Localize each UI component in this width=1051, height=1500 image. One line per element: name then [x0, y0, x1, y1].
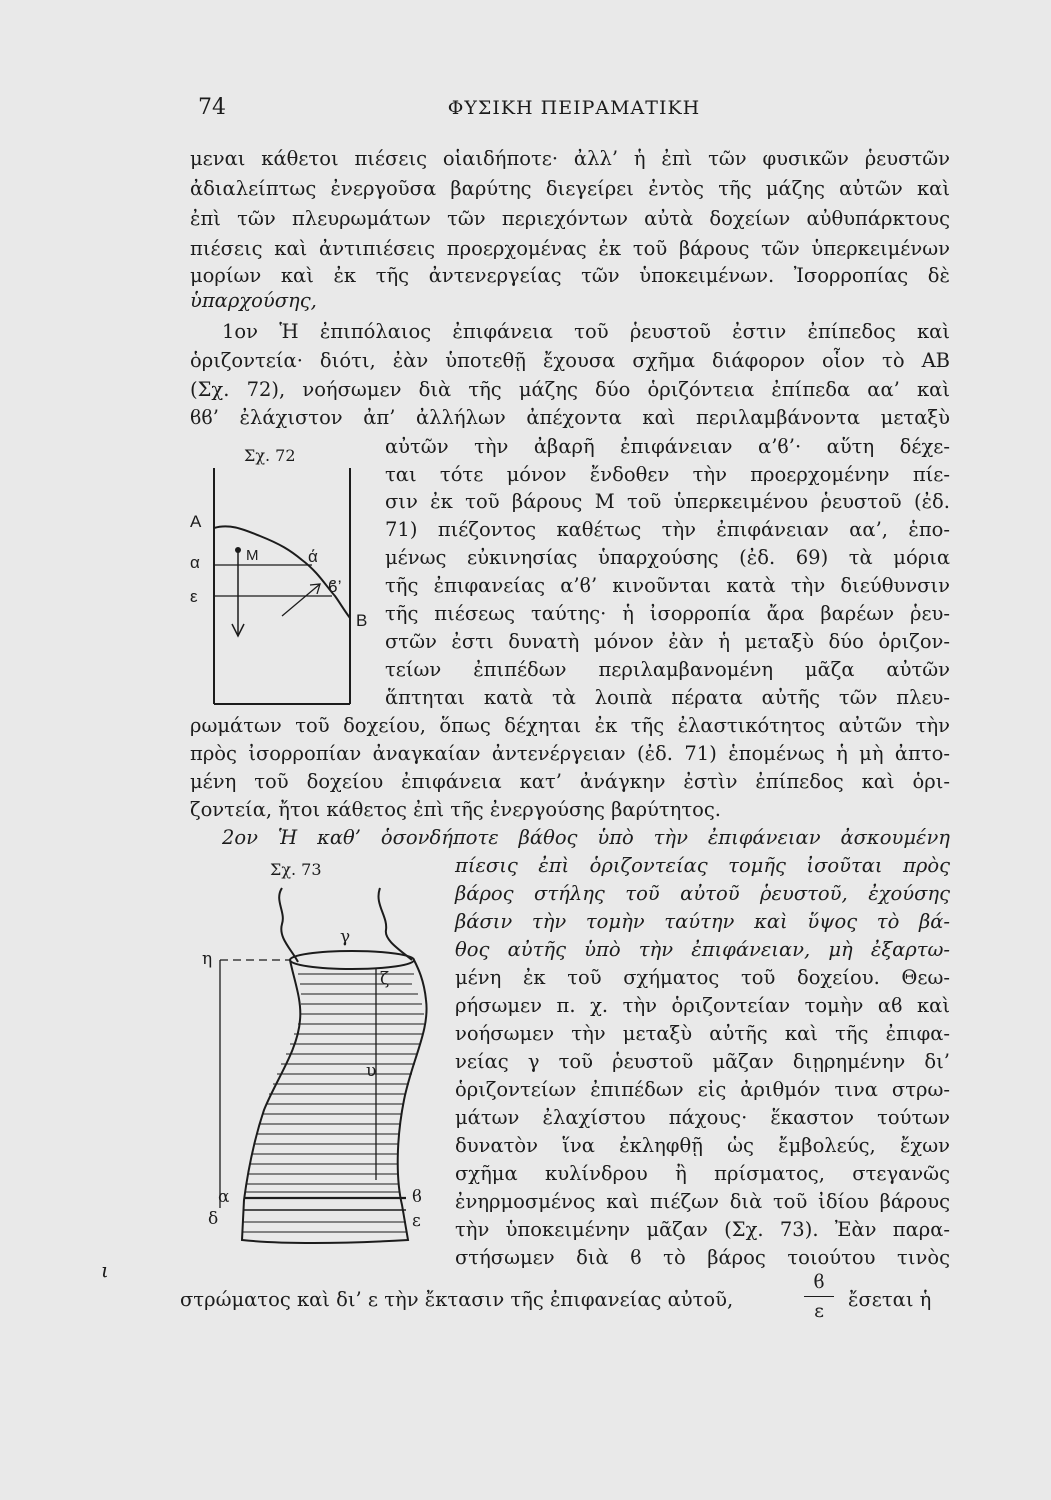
text-line: 2ον Ἡ καθ’ ὁσονδήποτε βάθος ὑπὸ τὴν ἐπιφάνειαν ἀσκουμένη [222, 826, 950, 849]
fraction-bar [804, 1296, 834, 1297]
text-line: ὁριζοντείων ἐπιπέδων εἰς ἀριθμόν τινα στρω- [455, 1078, 950, 1101]
text-line: τὴν ὑποκειμένην μᾶζαν (Σχ. 73). Ἐὰν παρα- [455, 1218, 950, 1241]
text-line: μεναι κάθετοι πιέσεις οἱαιδήποτε· ἀλλ’ ἡ ἐπὶ τῶν φυσικῶν ῥευστῶν [190, 147, 950, 170]
label-alpha: α [218, 1187, 230, 1207]
surface-AB [214, 526, 350, 618]
text-line: νείας γ τοῦ ῥευστοῦ μᾶζαν διῃρημένην δι’ [455, 1050, 950, 1073]
label-epsilon: ε [190, 587, 198, 606]
label-eta: η [202, 949, 213, 969]
text-line: μάτων ἐλαχίστου πάχους· ἕκαστον τούτων [455, 1106, 950, 1129]
text-line: ἐπὶ τῶν πλευρωμάτων τῶν περιεχόντων αὐτὰ δοχείων αὐθυπάρκτους [190, 207, 950, 230]
label-beta-prime: ϐ’ [328, 577, 342, 596]
text-line: ται τότε μόνον ἔνδοθεν τὴν προερχομένην πίε- [385, 463, 950, 486]
text-line: μορίων καὶ ἐκ τῆς ἀντενεργείας τῶν ὑποκειμένων. Ἰσορροπίας δὲ [190, 264, 950, 287]
fluid-layers [242, 974, 424, 1232]
text-line: 1ον Ἡ ἐπιπόλαιος ἐπιφάνεια τοῦ ῥευστοῦ ἐστιν ἐπίπεδος καὶ [222, 320, 950, 343]
label-delta: δ [208, 1209, 219, 1229]
fraction [804, 1270, 834, 1323]
text-line: ὑπαρχούσης, [190, 289, 317, 312]
text-line: αὐτῶν τὴν ἀβαρῆ ἐπιφάνειαν α’ϐ’· αὕτη δέχε- [385, 435, 950, 458]
text-line: βάρος στήλης τοῦ αὐτοῦ ῥευστοῦ, ἐχούσης [455, 882, 950, 905]
label-B: Β [356, 611, 368, 630]
text-line: (Σχ. 72), νοήσωμεν διὰ τῆς μάζης δύο ὁριζόντεια ἐπίπεδα αα’ καὶ [190, 378, 950, 401]
point-M [235, 547, 241, 553]
text-line: πιέσεις καὶ ἀντιπιέσεις προερχομένας ἐκ τοῦ βάρους τῶν ὑπερκειμένων [190, 237, 950, 260]
text-line: πίεσις ἐπὶ ὁριζοντείας τομῆς ἰσοῦται πρὸς [455, 854, 950, 877]
text-line: ἀδιαλείπτως ἐνεργοῦσα βαρύτης διεγείρει ἐντὸς τῆς μάζης αὐτῶν καὶ [190, 177, 950, 200]
label-A: Α [190, 512, 202, 531]
text-line: ἅπτηται κατὰ τὰ λοιπὰ πέρατα αὐτῆς τῶν πλευ- [385, 686, 950, 709]
vessel-top-right [378, 888, 412, 960]
label-gamma: γ [340, 927, 351, 947]
surface-gamma [290, 951, 414, 969]
label-epsilon: ε [412, 1211, 421, 1231]
fraction-numerator: ϐ [813, 1271, 825, 1293]
text-line: θος αὐτῆς ὑπὸ τὴν ἐπιφάνειαν, μὴ ἐξαρτω- [455, 938, 950, 961]
text-line: ζοντεία, ἤτοι κάθετος ἐπὶ τῆς ἐνεργούσης βαρύτητος. [190, 798, 722, 821]
text-line: ὁριζοντεία· διότι, ἐὰν ὑποτεθῇ ἔχουσα σχῆμα διάφορον οἷον τὸ ΑΒ [190, 349, 950, 372]
page-header [198, 95, 950, 125]
label-alpha: α [190, 553, 200, 572]
margin-mark: ι [101, 1258, 109, 1282]
text-line: σιν ἐκ τοῦ βάρους Μ τοῦ ὑπερκειμένου ῥευστοῦ (ἐδ. [385, 490, 950, 513]
text-line: σχῆμα κυλίνδρου ἢ πρίσματος, στεγανῶς [455, 1162, 950, 1185]
text-line: τείων ἐπιπέδων περιλαμβανομένη μᾶζα αὐτῶν [385, 658, 950, 681]
text-line: ρήσωμεν π. χ. τὴν ὁριζοντείαν τομὴν αϐ καὶ [455, 994, 950, 1017]
label-beta: ϐ [412, 1187, 422, 1207]
pressure-arrow [282, 584, 320, 616]
text-line: νοήσωμεν τὴν μεταξὺ αὐτῆς καὶ τῆς ἐπιφα- [455, 1022, 950, 1045]
vessel-outline [242, 960, 427, 1243]
running-title: ΦΥΣΙΚΗ ΠΕΙΡΑΜΑΤΙΚΗ [447, 97, 701, 119]
fraction-denominator: ε [814, 1300, 824, 1322]
label-zeta: ζ [380, 969, 390, 989]
text-line: τῆς ἐπιφανείας α’ϐ’ κινοῦνται κατὰ τὴν διεύθυνσιν [385, 574, 950, 597]
figure-73 [190, 880, 450, 1265]
text-line: τῆς πιέσεως ταύτης· ἡ ἰσορροπία ἄρα βαρέων ῥευ- [385, 602, 950, 625]
text-line: στῶν ἐστι δυνατὴ μόνον ἐὰν ἡ μεταξὺ δύο ὁριζον- [385, 630, 950, 653]
figure-72-caption: Σχ. 72 [244, 446, 296, 465]
text-line: μένη τοῦ δοχείου ἐπιφάνεια κατ’ ἀνάγκην ἐστὶν ἐπίπεδος καὶ ὁρι- [190, 770, 950, 793]
text-line: στρώματος καὶ δι’ ε τὴν ἔκτασιν τῆς ἐπιφανείας αὐτοῦ, [180, 1288, 734, 1311]
text-line: δυνατὸν ἵνα ἐκληφθῇ ὡς ἔμβολεύς, ἔχων [455, 1134, 950, 1157]
figure-73-caption: Σχ. 73 [270, 860, 322, 879]
text-line: ἐνηρμοσμένος καὶ πιέζων διὰ τοῦ ἰδίου βάρους [455, 1190, 950, 1213]
label-M: Μ [246, 547, 259, 564]
text-line: ρωμάτων τοῦ δοχείου, ὅπως δέχηται ἐκ τῆς ἐλαστικότητος αὐτῶν τὴν [190, 714, 950, 737]
text-line: στήσωμεν διὰ ϐ τὸ βάρος τοιούτου τινὸς [455, 1246, 950, 1269]
text-line: ἔσεται ἡ [848, 1288, 932, 1311]
figure-72 [190, 468, 380, 713]
text-line: πρὸς ἰσορροπίαν ἀναγκαίαν ἀντενέργειαν (ἐδ. 71) ἑπομένως ἡ μὴ ἀπτο- [190, 742, 950, 765]
label-alpha-prime: ά [308, 547, 318, 566]
page-number: 74 [198, 95, 226, 120]
text-line: μένως εὐκινησίας ὑπαρχούσης (ἐδ. 69) τὰ μόρια [385, 546, 950, 569]
text-line: 71) πιέζοντος καθέτως τὴν ἐπιφάνειαν αα’, ἑπο- [385, 518, 950, 541]
text-line: βάσιν τὴν τομὴν ταύτην καὶ ὕψος τὸ βά- [455, 910, 950, 933]
label-upsilon: υ [366, 1061, 377, 1081]
text-line: μένη ἐκ τοῦ σχήματος τοῦ δοχείου. Θεω- [455, 966, 950, 989]
vessel-top-left [279, 888, 298, 962]
text-line: ϐϐ’ ἐλάχιστον ἀπ’ ἀλλήλων ἀπέχοντα καὶ περιλαμβάνοντα μεταξὺ [190, 406, 950, 429]
